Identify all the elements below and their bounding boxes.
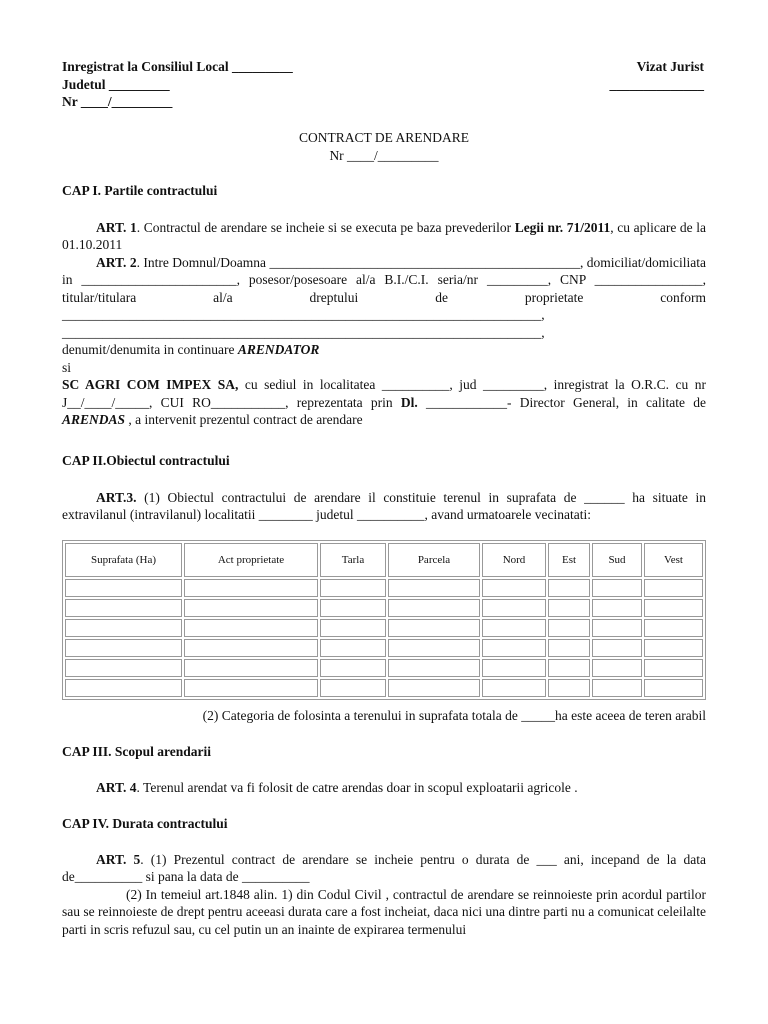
art2-paragraph [62, 254, 706, 324]
art2-line2: _______________________________________________________________________, [62, 324, 545, 340]
col-tarla: Tarla [320, 543, 386, 577]
table-cell[interactable] [482, 619, 546, 637]
company-name: SC AGRI COM IMPEX SA, [62, 377, 239, 392]
table-cell[interactable] [320, 639, 386, 657]
designated-paragraph [62, 341, 706, 359]
art2-label: ART. 2 [96, 254, 137, 270]
table-cell[interactable] [644, 619, 703, 637]
table-cell[interactable] [644, 659, 703, 677]
art3-2-paragraph: (2) Categoria de folosinta a terenului in suprafata totala de _____ha este aceea de teren arabil [202, 708, 706, 723]
vecinatati-table [62, 540, 706, 700]
table-cell[interactable] [388, 599, 480, 617]
art4-text: . Terenul arendat va fi folosit de catre arendas doar in scopul exploatarii agricole . [136, 779, 578, 795]
table-cell[interactable] [482, 659, 546, 677]
table-cell[interactable] [388, 659, 480, 677]
col-vest: Vest [644, 543, 703, 577]
table-cell[interactable] [592, 619, 642, 637]
col-suprafata: Suprafata (Ha) [65, 543, 182, 577]
title-number: Nr ____/_________ [329, 147, 439, 163]
art3-label: ART.3. [96, 489, 137, 505]
table-cell[interactable] [548, 619, 590, 637]
col-act: Act proprietate [184, 543, 318, 577]
table-cell[interactable] [548, 579, 590, 597]
table-cell[interactable] [592, 639, 642, 657]
art5-label: ART. 5 [96, 851, 141, 867]
art4-label: ART. 4 [96, 779, 137, 795]
dl-label: Dl. [400, 394, 418, 410]
table-cell[interactable] [320, 679, 386, 697]
table-cell[interactable] [320, 579, 386, 597]
table-row [65, 639, 703, 657]
table-cell[interactable] [644, 679, 703, 697]
table-cell[interactable] [65, 579, 182, 597]
art5-2-paragraph: (2) In temeiul art.1848 alin. 1) din Codul Civil , contractul de arendare se reinnoieste prin acordul partilor sau se reinnoieste de drept pentru aceeasi durata care a fost incheiat, daca nici una dintre parti nu a comunicat celeilalte parti in scris refuzul sau, cu cel putin un an inainte de expirarea termenului [62, 886, 706, 937]
approval-block [610, 58, 705, 93]
table-cell[interactable] [320, 659, 386, 677]
table-cell[interactable] [482, 679, 546, 697]
end-text: , a intervenit prezentul contract de arendare [125, 412, 363, 427]
table-cell[interactable] [184, 579, 318, 597]
designated-text: denumit/denumita in continuare [62, 342, 238, 357]
table-cell[interactable] [320, 619, 386, 637]
art1-text-b: , cu aplicare de la 01.10.2011 [62, 219, 707, 252]
table-cell[interactable] [482, 639, 546, 657]
table-row [65, 659, 703, 677]
col-sud: Sud [592, 543, 642, 577]
arendas-label: ARENDAS [62, 412, 126, 427]
registered-line: Inregistrat la Consiliul Local _________ [62, 59, 293, 74]
cap2-section [62, 452, 706, 524]
table-cell[interactable] [65, 639, 182, 657]
table-cell[interactable] [388, 579, 480, 597]
art3-2-block [62, 707, 706, 725]
table-row [65, 579, 703, 597]
table-cell[interactable] [548, 599, 590, 617]
table-cell[interactable] [548, 659, 590, 677]
contract-title [0, 129, 768, 164]
company-paragraph [62, 376, 706, 429]
title-main: CONTRACT DE ARENDARE [298, 130, 469, 145]
arendator-label: ARENDATOR [237, 342, 320, 357]
cap1-section [62, 182, 706, 429]
table-cell[interactable] [184, 659, 318, 677]
art3-paragraph [62, 489, 706, 524]
art5-paragraph [62, 851, 706, 886]
art1-label: ART. 1 [96, 219, 137, 235]
and-text: si [62, 359, 72, 375]
table-cell[interactable] [388, 619, 480, 637]
table-cell[interactable] [65, 679, 182, 697]
art3-text: (1) Obiectul contractului de arendare il constituie terenul in suprafata de ______ ha situate in extravilanul (intravilanul) localitatii ________ judetul __________, avand urmatoarele vecinatati: [62, 489, 706, 522]
director-text: ____________- Director General, in calitate de [417, 394, 707, 410]
table-cell[interactable] [184, 599, 318, 617]
table-cell[interactable] [592, 679, 642, 697]
table-cell[interactable] [320, 599, 386, 617]
table-cell[interactable] [644, 579, 703, 597]
table-row [65, 679, 703, 697]
art1-text-a: . Contractul de arendare se incheie si se executa pe baza prevederilor [136, 219, 515, 235]
table-cell[interactable] [592, 659, 642, 677]
table-cell[interactable] [548, 679, 590, 697]
table-cell[interactable] [184, 679, 318, 697]
cap1-title: CAP I. Partile contractului [62, 183, 218, 198]
col-est: Est [548, 543, 590, 577]
table-cell[interactable] [388, 679, 480, 697]
col-parcela: Parcela [388, 543, 480, 577]
approved-line: ______________ [609, 76, 704, 92]
table-cell[interactable] [592, 579, 642, 597]
table-cell[interactable] [592, 599, 642, 617]
cap4-title: CAP IV. Durata contractului [62, 816, 228, 831]
company-text: cu sediul in localitatea __________, jud _________, inregistrat la O.R.C. cu nr J__/____/_____, CUI RO___________, reprezentata prin [62, 377, 706, 410]
art2-text: . Intre Domnul/Doamna ______________________________________________, domiciliat/domiciliata in _______________________, posesor/posesoare al/a B.I./C.I. seria/nr _________, CNP ________________, titular/titulara al/a dreptului de proprietate conform _______________________________________________________________________, [62, 254, 706, 322]
table-cell[interactable] [65, 599, 182, 617]
cap3-title: CAP III. Scopul arendarii [62, 744, 212, 759]
art5-text: . (1) Prezentul contract de arendare se incheie pentru o durata de ___ ani, incepand de la data de__________ si pana la data de __________ [62, 851, 706, 884]
art4-paragraph [62, 779, 706, 797]
cap2-title: CAP II.Obiectul contractului [62, 453, 230, 468]
table-cell[interactable] [388, 639, 480, 657]
table-cell[interactable] [184, 639, 318, 657]
table-cell[interactable] [644, 639, 703, 657]
table-cell[interactable] [482, 599, 546, 617]
table-cell[interactable] [65, 619, 182, 637]
number-line: Nr ____/_________ [62, 94, 173, 109]
approved-label: Vizat Jurist [636, 59, 704, 74]
art1-paragraph [62, 219, 706, 254]
cap3-section [62, 743, 706, 796]
table-header-row [65, 543, 703, 577]
registration-block [62, 58, 293, 111]
table-cell[interactable] [482, 579, 546, 597]
table-cell[interactable] [644, 599, 703, 617]
table-cell[interactable] [65, 659, 182, 677]
table-cell[interactable] [184, 619, 318, 637]
cap4-section [62, 815, 706, 938]
art1-law: Legii nr. 71/2011 [514, 219, 611, 235]
table-row [65, 619, 703, 637]
table-cell[interactable] [548, 639, 590, 657]
county-line: Judetul _________ [62, 76, 170, 92]
col-nord: Nord [482, 543, 546, 577]
table-row [65, 599, 703, 617]
